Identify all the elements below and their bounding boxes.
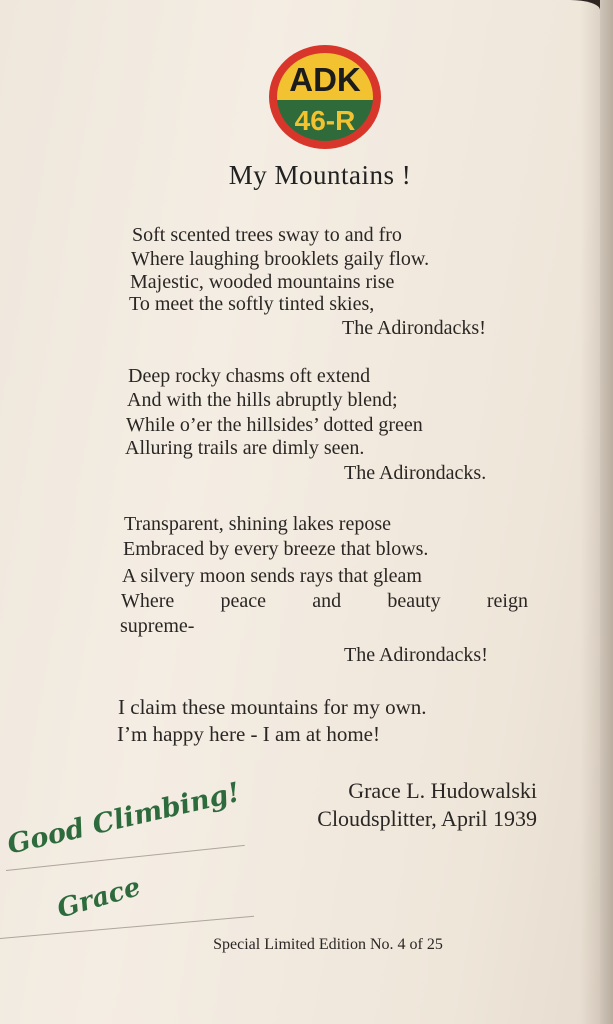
stanza3-line-3: A silvery moon sends rays that gleam bbox=[122, 565, 422, 587]
poem-title: My Mountains ! bbox=[228, 160, 412, 190]
stanza2-line-3: While o’er the hillsides’ dotted green bbox=[126, 414, 423, 436]
stanza4-line-2: I’m happy here - I am at home! bbox=[117, 722, 380, 746]
inscription-grace: Grace bbox=[53, 872, 144, 925]
stanza1-line-2: Where laughing brooklets gaily flow. bbox=[131, 248, 430, 270]
stanza1-line-3: Majestic, wooded mountains rise bbox=[130, 271, 395, 293]
stanza3-line-2: Embraced by every breeze that blows. bbox=[123, 538, 429, 560]
stanza2-line-4: Alluring trails are dimly seen. bbox=[125, 437, 365, 459]
stanza3-line-4 bbox=[121, 590, 528, 613]
stanza3-word: beauty bbox=[387, 590, 441, 612]
stanza1-line-4: To meet the softly tinted skies, bbox=[129, 293, 375, 315]
page-gutter-shadow bbox=[580, 0, 600, 1024]
logo-top-text: ADK bbox=[289, 61, 361, 98]
stanza1-refrain: The Adirondacks! bbox=[342, 317, 486, 339]
author-source: Cloudsplitter, April 1939 bbox=[317, 806, 537, 831]
stanza1-line-1: Soft scented trees sway to and fro bbox=[132, 224, 402, 246]
stanza4-line-1: I claim these mountains for my own. bbox=[118, 695, 427, 719]
stanza3-word: peace bbox=[220, 590, 267, 612]
stanza3-word: and bbox=[312, 590, 342, 612]
author-name: Grace L. Hudowalski bbox=[348, 778, 537, 803]
stanza3-line-1: Transparent, shining lakes repose bbox=[124, 513, 391, 535]
inscription-good-climbing: Good Climbing! bbox=[4, 776, 243, 861]
logo-bottom-text: 46-R bbox=[294, 105, 356, 136]
stanza2-line-1: Deep rocky chasms oft extend bbox=[128, 365, 371, 387]
stanza3-word: Where bbox=[121, 590, 175, 612]
stanza3-refrain: The Adirondacks! bbox=[344, 644, 488, 666]
facing-page-edge bbox=[600, 0, 613, 1024]
stanza3-line-5: supreme- bbox=[120, 615, 195, 637]
stanza2-line-2: And with the hills abruptly blend; bbox=[127, 389, 398, 411]
edition-note: Special Limited Edition No. 4 of 25 bbox=[213, 936, 443, 953]
stanza3-word: reign bbox=[486, 590, 528, 612]
adk-46r-logo bbox=[268, 44, 382, 150]
stanza2-refrain: The Adirondacks. bbox=[344, 462, 487, 484]
